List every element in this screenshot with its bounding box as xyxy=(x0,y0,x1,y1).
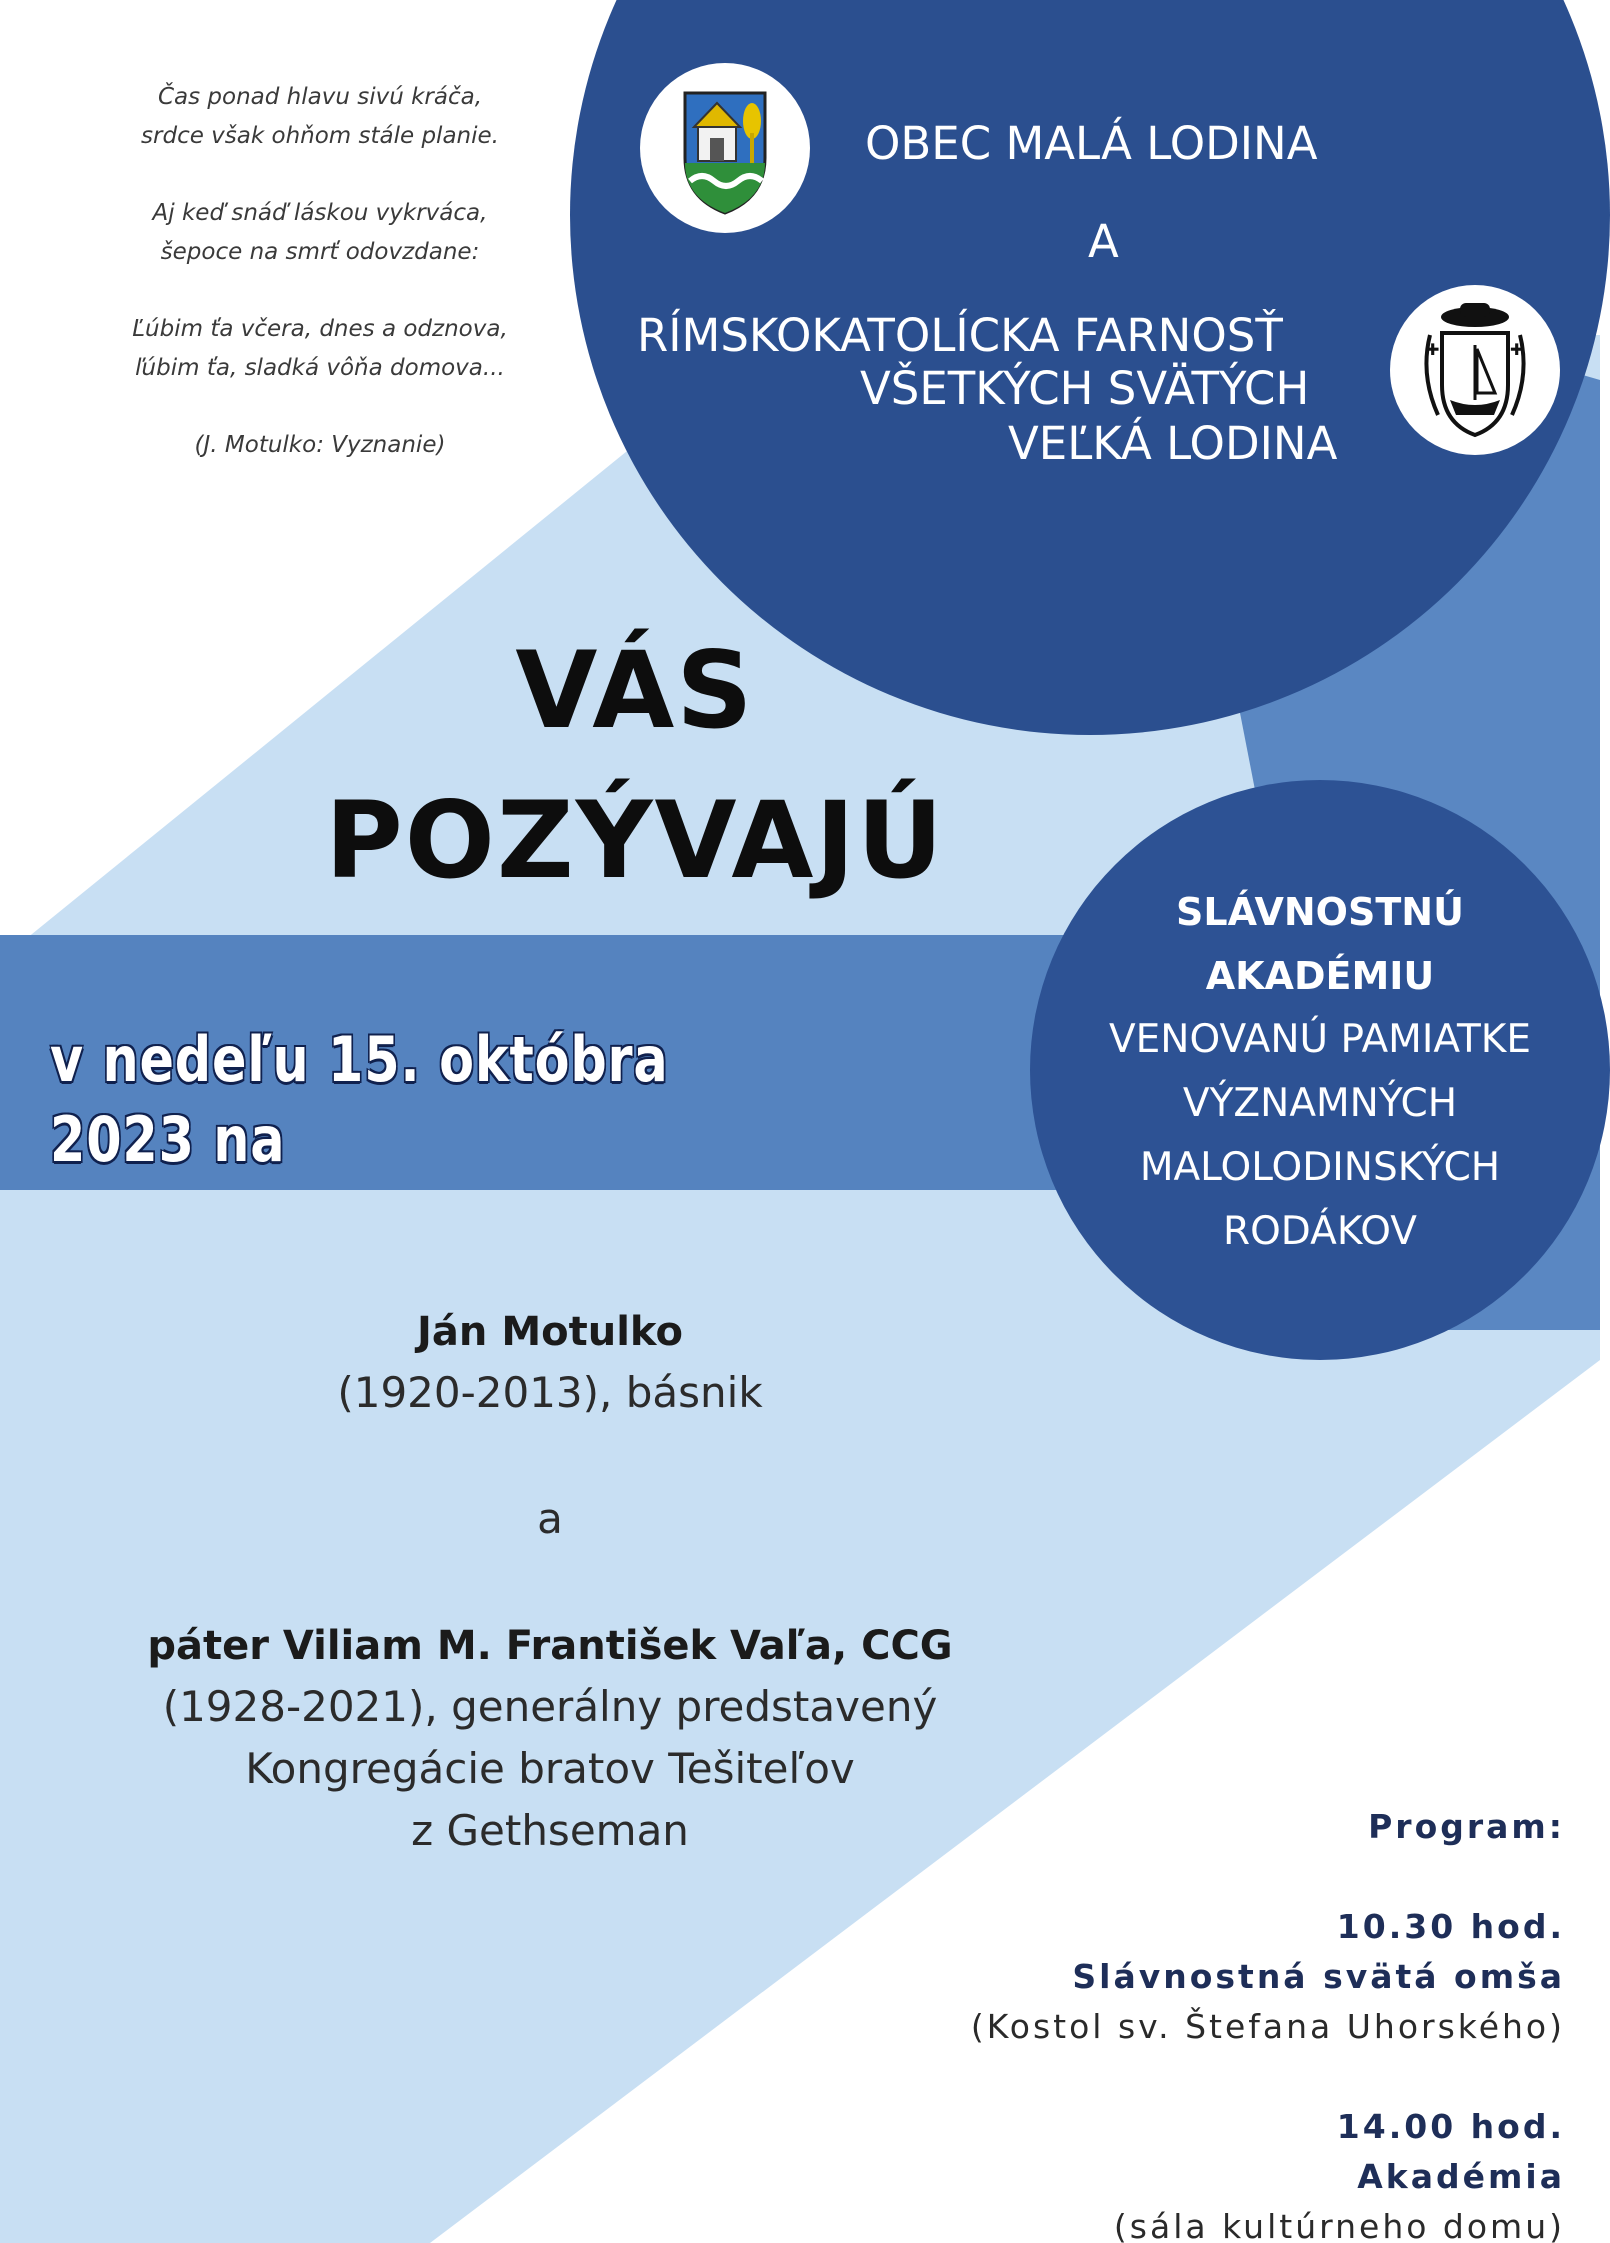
event-date: v nedeľu 15. októbra 2023 na xyxy=(50,1023,669,1176)
event-desc-line2: VÝZNAMNÝCH xyxy=(1182,1081,1458,1126)
svg-text:✚: ✚ xyxy=(1510,340,1524,359)
headline-line2: POZÝVAJÚ xyxy=(325,779,945,902)
organizer-parish-line3: VEĽKÁ LODINA xyxy=(1008,417,1338,470)
poem-source: (J. Motulko: Vyznanie) xyxy=(194,432,446,458)
organizer-parish-line1: RÍMSKOKATOLÍCKA FARNOSŤ xyxy=(637,309,1283,362)
program-item1-place: (Kostol sv. Štefana Uhorského) xyxy=(970,2007,1565,2046)
program-item1-time: 10.30 hod. xyxy=(1336,1907,1565,1946)
event-desc-line1: VENOVANÚ PAMIATKE xyxy=(1108,1017,1532,1062)
honoree-2-desc1: (1928-2021), generálny predstavený xyxy=(162,1682,938,1731)
event-title-line2: AKADÉMIU xyxy=(1205,954,1435,998)
honorees-conjunction xyxy=(100,1488,1000,1550)
honoree-2-name: páter Viliam M. František Vaľa, CCG xyxy=(147,1623,953,1669)
program xyxy=(805,1802,1565,2243)
honoree-2-desc3: z Gethseman xyxy=(411,1806,689,1855)
organizer-parish-line2: VŠETKÝCH SVÄTÝCH xyxy=(860,362,1310,415)
event-desc-line4: RODÁKOV xyxy=(1223,1209,1417,1254)
parish-seal-logo xyxy=(1390,285,1560,455)
poem-line: srdce však ohňom stále planie. xyxy=(141,123,499,149)
headline-line1: VÁS xyxy=(515,629,755,752)
poem-line: ľúbim ťa, sladká vôňa domova... xyxy=(135,355,505,381)
poem-line: šepoce na smrť odovzdane: xyxy=(160,239,480,265)
honoree-1-desc: (1920-2013), básnik xyxy=(337,1368,763,1417)
honoree-2-desc2: Kongregácie bratov Tešiteľov xyxy=(245,1744,855,1793)
svg-text:✚: ✚ xyxy=(1426,340,1440,359)
coat-of-arms-logo xyxy=(640,63,810,233)
parish-seal-icon xyxy=(1390,285,1560,455)
poem xyxy=(40,78,600,465)
event-desc-line3: MALOLODINSKÝCH xyxy=(1139,1145,1501,1190)
honoree-1-name: Ján Motulko xyxy=(417,1309,683,1355)
poem-line: Ľúbim ťa včera, dnes a odznova, xyxy=(132,316,508,342)
program-item2-time: 14.00 hod. xyxy=(1336,2107,1565,2146)
program-heading: Program: xyxy=(1368,1807,1565,1846)
coat-of-arms-mala-lodina-icon xyxy=(640,63,810,233)
program-item2-place: (sála kultúrneho domu) xyxy=(1113,2207,1565,2243)
event-title-line1: SLÁVNOSTNÚ xyxy=(1176,890,1464,934)
honoree-1 xyxy=(100,1302,1000,1424)
program-item2-title: Akadémia xyxy=(1357,2157,1565,2196)
poem-line: Aj keď snáď láskou vykrváca, xyxy=(152,200,488,226)
event-description xyxy=(1060,880,1580,1264)
honorees-conjunction-text: a xyxy=(537,1494,563,1543)
program-item1-title: Slávnostná svätá omša xyxy=(1072,1957,1565,1996)
organizer-municipality: OBEC MALÁ LODINA xyxy=(865,117,1318,170)
organizer-conjunction: A xyxy=(1088,215,1119,268)
poem-line: Čas ponad hlavu sivú kráča, xyxy=(157,84,483,110)
